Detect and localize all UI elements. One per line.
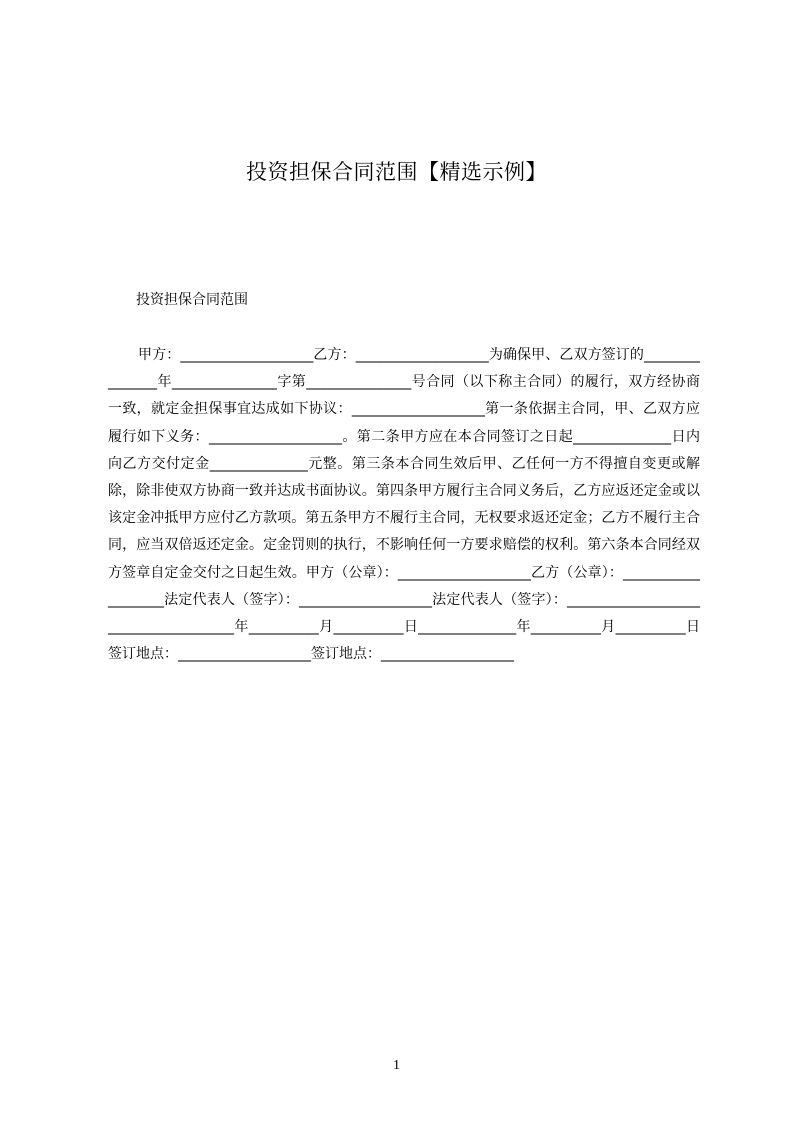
page-number: 1 bbox=[393, 1058, 400, 1073]
document-title: 投资担保合同范围【精选示例】 bbox=[246, 160, 547, 185]
document-subtitle: 投资担保合同范围 bbox=[136, 292, 248, 308]
contract-body-paragraph: 甲方：___________________乙方：___________________为确保甲、乙双方签订的_______________年_______________字第_______________号合同（以下称主合同）的履行，双方经协商一致，就定金担保事宜达成如下协议：___________________第一条依据主合同，甲、乙双方应履行如下义务：___________________。第二条甲方应在本合同签订之日起______________日内向乙方交付定金______________元整。第三条本合同生效后甲、乙任何一方不得擅自变更或解除，除非使双方协商一致并达成书面协议。第四条甲方履行主合同义务后，乙方应返还定金或以该定金冲抵甲方应付乙方款项。第五条甲方不履行主合同，无权要求返还定金；乙方不履行主合同，应当双倍返还定金。定金罚则的执行，不影响任何一方要求赔偿的权利。第六条本合同经双方签章自定金交付之日起生效。甲方（公章）：___________________乙方（公章）：___________________法定代表人（签字）：___________________法定代表人（签字）：_____________________________________年__________月__________日______________年__________月__________日签订地点：___________________签订地点：___________________ bbox=[108, 347, 700, 663]
